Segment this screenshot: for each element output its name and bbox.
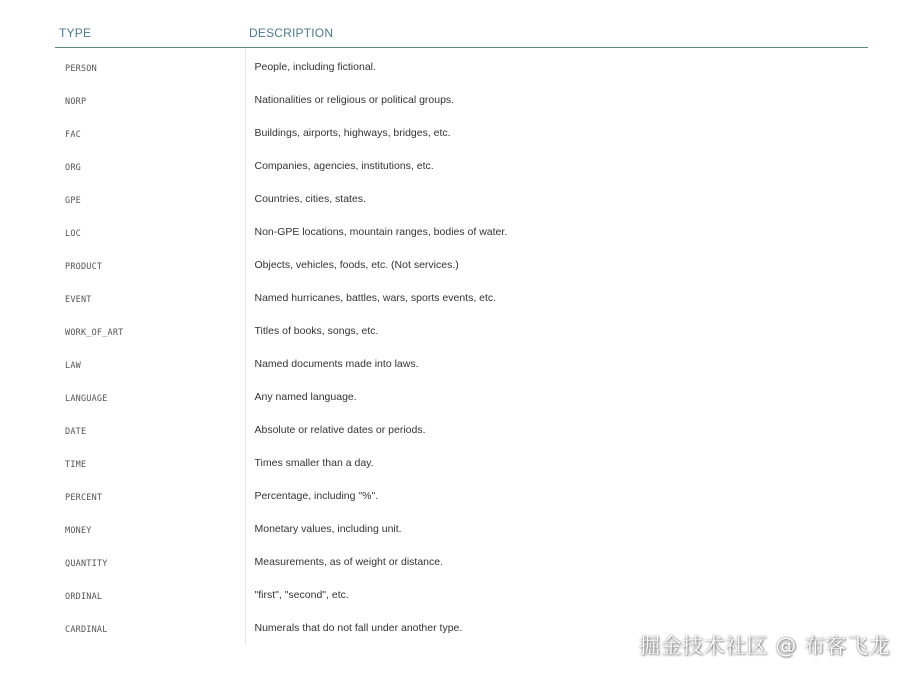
type-cell: [55, 281, 245, 314]
description-cell: Companies, agencies, institutions, etc.: [254, 159, 434, 172]
entity-type-code: ORG: [65, 162, 81, 173]
entity-type-code: WORK_OF_ART: [65, 327, 124, 338]
entity-type-code: PERSON: [65, 63, 97, 74]
table-body: [55, 48, 868, 645]
description-cell: Buildings, airports, highways, bridges, etc.: [254, 126, 451, 139]
type-cell: [55, 611, 245, 644]
description-cell: Nationalities or religious or political groups.: [254, 93, 455, 106]
table-row: [55, 413, 868, 446]
table-row: [55, 149, 868, 182]
table-row: [55, 347, 868, 380]
table-row: [55, 248, 868, 281]
type-cell: [55, 446, 245, 479]
entity-type-code: MONEY: [65, 525, 92, 536]
description-cell: Numerals that do not fall under another type.: [254, 621, 463, 634]
description-cell: "first", "second", etc.: [254, 588, 349, 601]
entity-type-code: FAC: [65, 129, 81, 140]
entity-type-code: LAW: [65, 360, 81, 371]
header-type: TYPE: [55, 18, 245, 48]
type-cell: [55, 380, 245, 413]
table-row: [55, 578, 868, 611]
header-row: [55, 18, 868, 48]
description-cell: Monetary values, including unit.: [254, 522, 402, 535]
table-row: [55, 380, 868, 413]
entity-type-code: GPE: [65, 195, 81, 206]
type-cell: [55, 413, 245, 446]
source-watermark: 掘金技术社区 @ 布客飞龙: [639, 634, 890, 658]
type-cell: [55, 479, 245, 512]
description-cell: Times smaller than a day.: [254, 456, 374, 469]
table-row: [55, 48, 868, 84]
type-cell: [55, 347, 245, 380]
table-row: [55, 116, 868, 149]
entity-type-code: DATE: [65, 426, 87, 437]
description-cell: Countries, cities, states.: [254, 192, 366, 205]
entity-type-code: EVENT: [65, 294, 92, 305]
table-row: [55, 314, 868, 347]
entity-type-code: PRODUCT: [65, 261, 103, 272]
type-cell: [55, 116, 245, 149]
type-cell: [55, 578, 245, 611]
table-row: [55, 479, 868, 512]
type-cell: [55, 314, 245, 347]
type-cell: [55, 182, 245, 215]
entity-type-code: QUANTITY: [65, 558, 108, 569]
table-row: [55, 281, 868, 314]
description-cell: Percentage, including "%".: [254, 489, 379, 502]
table-row: [55, 446, 868, 479]
entity-type-code: CARDINAL: [65, 624, 108, 635]
description-cell: Any named language.: [254, 390, 357, 403]
type-cell: [55, 545, 245, 578]
entity-type-code: TIME: [65, 459, 87, 470]
entity-type-code: ORDINAL: [65, 591, 103, 602]
description-cell: Titles of books, songs, etc.: [254, 324, 379, 337]
description-cell: Absolute or relative dates or periods.: [254, 423, 426, 436]
table-row: [55, 83, 868, 116]
table-row: [55, 545, 868, 578]
entity-type-code: NORP: [65, 96, 87, 107]
table-row: [55, 182, 868, 215]
description-cell: Objects, vehicles, foods, etc. (Not services.): [254, 258, 459, 271]
type-cell: [55, 248, 245, 281]
entity-types-table-container: [55, 18, 868, 644]
type-cell: [55, 215, 245, 248]
type-cell: [55, 149, 245, 182]
description-cell: Named documents made into laws.: [254, 357, 419, 370]
entity-types-table: [55, 18, 868, 644]
type-cell: [55, 512, 245, 545]
entity-type-code: PERCENT: [65, 492, 103, 503]
header-description: DESCRIPTION: [245, 18, 868, 48]
description-cell: Named hurricanes, battles, wars, sports events, etc.: [254, 291, 497, 304]
entity-type-code: LANGUAGE: [65, 393, 108, 404]
table-header: [55, 18, 868, 48]
type-cell: [55, 83, 245, 116]
table-row: [55, 215, 868, 248]
table-row: [55, 512, 868, 545]
type-cell: [55, 48, 245, 84]
description-cell: Measurements, as of weight or distance.: [254, 555, 444, 568]
description-cell: People, including fictional.: [254, 60, 376, 73]
entity-type-code: LOC: [65, 228, 81, 239]
description-cell: Non-GPE locations, mountain ranges, bodies of water.: [254, 225, 508, 238]
